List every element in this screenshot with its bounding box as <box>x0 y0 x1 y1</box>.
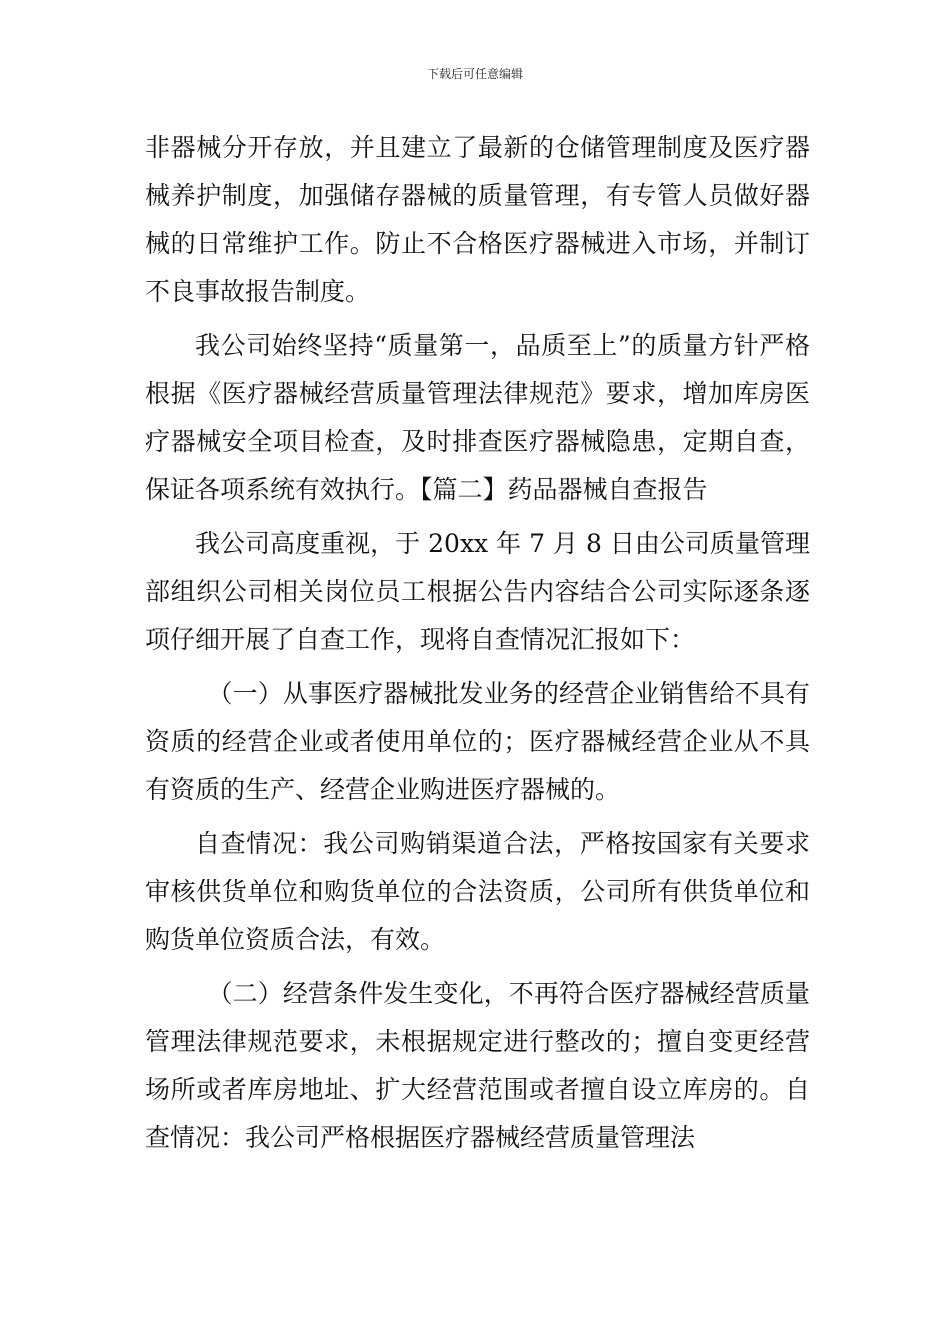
page-header: 下载后可任意编辑 <box>426 67 523 81</box>
paragraph-storage: 非器械分开存放，并且建立了最新的仓储管理制度及医疗器械养护制度，加强储存器械的质量管理，有专管人员做好器械的日常维护工作。防止不合格医疗器械进入市场，并制订不良事故报告制度。 <box>145 133 810 306</box>
paragraph-item-two: （二）经营条件发生变化，不再符合医疗器械经营质量管理法律规范要求，未根据规定进行整改的；擅自变更经营场所或者库房地址、扩大经营范围或者擅自设立库房的。自查情况：我公司严格根据医疗器械经营质量管理法 <box>145 979 810 1152</box>
paragraph-item-one: （一）从事医疗器械批发业务的经营企业销售给不具有资质的经营企业或者使用单位的；医疗器械经营企业从不具有资质的生产、经营企业购进医疗器械的。 <box>145 679 810 804</box>
paragraph-quality-policy: 我公司始终坚持“质量第一，品质至上”的质量方针严格根据《医疗器械经营质量管理法律规范》要求，增加库房医疗器械安全项目检查，及时排查医疗器械隐患，定期自查，保证各项系统有效执行。【篇二】药品器械自查报告 <box>145 331 810 504</box>
paragraph-item-one-result: 自查情况：我公司购销渠道合法，严格按国家有关要求审核供货单位和购货单位的合法资质，公司所有供货单位和购货单位资质合法，有效。 <box>145 829 810 954</box>
document-body <box>145 124 810 1168</box>
paragraph-self-inspection-intro: 我公司高度重视，于 20xx 年 7 月 8 日由公司质量管理部组织公司相关岗位员工根据公告内容结合公司实际逐条逐项仔细开展了自查工作，现将自查情况汇报如下： <box>145 529 810 654</box>
